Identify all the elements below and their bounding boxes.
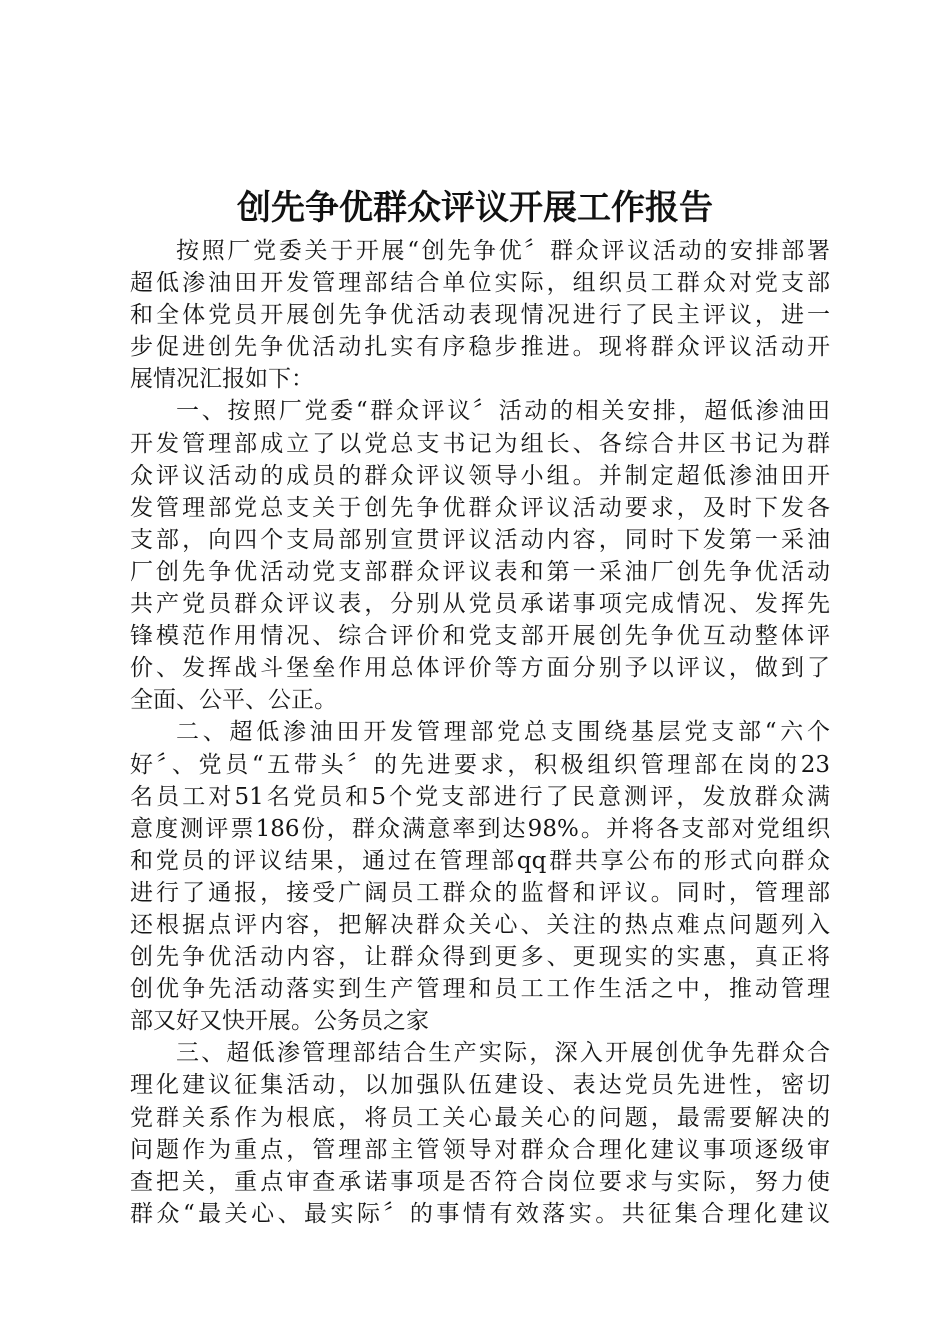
document-body xyxy=(130,235,830,1230)
text-line: 展情况汇报如下： xyxy=(130,366,314,393)
text-line: 厂创先争优活动党支部群众评议表和第一采油厂创先争优活动 xyxy=(130,558,830,585)
text-line: 按照厂党委关于开展“创先争优〞群众评议活动的安排部署 xyxy=(176,238,830,264)
text-line: 党群关系作为根底，将员工关心最关心的问题，最需要解决的 xyxy=(130,1104,830,1131)
text-line: 发管理部党总支关于创先争优群众评议活动要求，及时下发各 xyxy=(130,494,830,521)
text-line: 锋模范作用情况、综合评价和党支部开展创先争优互动整体评 xyxy=(130,623,830,650)
text-line: 超低渗油田开发管理部结合单位实际，组织员工群众对党支部 xyxy=(130,270,830,297)
paragraph-section-1 xyxy=(130,395,830,716)
text-line: 名员工对51名党员和5个党支部进行了民意测评，发放群众满 xyxy=(130,783,830,810)
text-line: 还根据点评内容，把解决群众关心、关注的热点难点问题列入 xyxy=(130,911,830,938)
text-line: 步促进创先争优活动扎实有序稳步推进。现将群众评议活动开 xyxy=(130,334,830,361)
text-line: 查把关，重点审查承诺事项是否符合岗位要求与实际，努力使 xyxy=(130,1168,830,1195)
text-line: 问题作为重点，管理部主管领导对群众合理化建议事项逐级审 xyxy=(130,1136,830,1163)
text-line: 三、超低渗管理部结合生产实际，深入开展创优争先群众合 xyxy=(176,1040,830,1067)
text-line: 一、按照厂党委“群众评议〞活动的相关安排，超低渗油田 xyxy=(176,398,830,425)
text-line: 共产党员群众评议表，分别从党员承诺事项完成情况、发挥先 xyxy=(130,591,830,618)
text-line: 好〞、党员“五带头〞的先进要求，积极组织管理部在岗的23 xyxy=(130,751,830,778)
paragraph-section-2 xyxy=(130,716,830,1037)
paragraph-intro xyxy=(130,235,830,395)
text-line: 群众“最关心、最实际〞的事情有效落实。共征集合理化建议 xyxy=(130,1200,830,1227)
text-line: 和党员的评议结果，通过在管理部qq群共享公布的形式向群众 xyxy=(130,847,830,874)
text-line: 进行了通报，接受广阔员工群众的监督和评议。同时，管理部 xyxy=(130,879,830,906)
text-line: 部又好又快开展。公务员之家 xyxy=(130,1008,429,1035)
text-line: 二、超低渗油田开发管理部党总支围绕基层党支部“六个 xyxy=(176,719,830,746)
text-line: 理化建议征集活动，以加强队伍建设、表达党员先进性，密切 xyxy=(130,1072,830,1099)
paragraph-section-3 xyxy=(130,1037,830,1230)
text-line: 创优争先活动落实到生产管理和员工工作生活之中，推动管理 xyxy=(130,976,830,1003)
text-line: 全面、公平、公正。 xyxy=(130,687,337,714)
text-line: 众评议活动的成员的群众评议领导小组。并制定超低渗油田开 xyxy=(130,462,830,489)
document-title: 创先争优群众评议开展工作报告 xyxy=(237,188,713,228)
text-line: 支部，向四个支局部别宣贯评议活动内容，同时下发第一采油 xyxy=(130,526,830,553)
text-line: 开发管理部成立了以党总支书记为组长、各综合井区书记为群 xyxy=(130,430,830,457)
text-line: 创先争优活动内容，让群众得到更多、更现实的实惠，真正将 xyxy=(130,944,830,971)
text-line: 和全体党员开展创先争优活动表现情况进行了民主评议，进一 xyxy=(130,302,830,329)
text-line: 意度测评票186份，群众满意率到达98%。并将各支部对党组织 xyxy=(130,815,830,842)
text-line: 价、发挥战斗堡垒作用总体评价等方面分别予以评议，做到了 xyxy=(130,655,830,682)
